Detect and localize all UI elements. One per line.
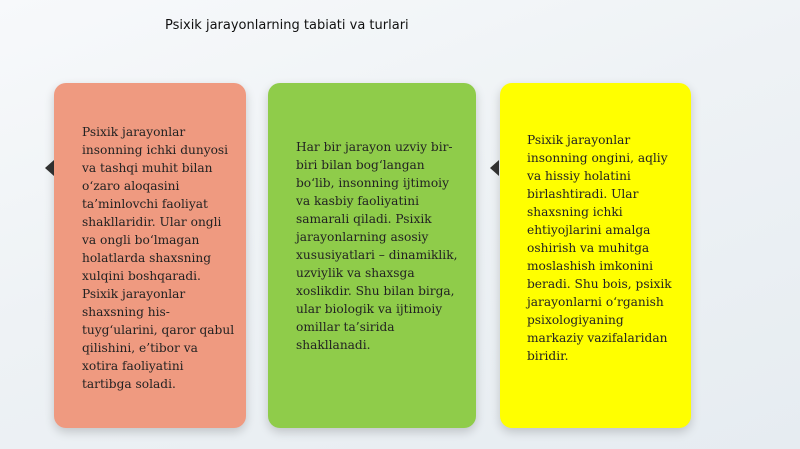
arrow-marker-right (490, 160, 499, 176)
card-salmon-text: Psixik jarayonlar insonning ichki dunyosi va tashqi muhit bilan o‘zaro aloqasini ta’minlovchi faoliyat shakllaridir. Ular ongli va ongli bo‘lmagan holatlarda shaxsning xulqini boshqaradi. Psixik jarayonlar shaxsning his-tuyg‘ularini, qaror qabul qilishini, e’tibor va xotira faoliyatini tartibga soladi. (82, 125, 235, 391)
card-green (268, 83, 476, 428)
card-salmon (54, 83, 246, 428)
card-yellow-text: Psixik jarayonlar insonning ongini, aqliy va hissiy holatini birlashtiradi. Ular shaxsning ichki ehtiyojlarini amalga oshirish va muhitga moslashish imkonini beradi. Shu bois, psixik jarayonlarni o‘rganish psixologiyaning markaziy vazifalaridan biridir. (527, 133, 672, 363)
card-green-text: Har bir jarayon uzviy bir-biri bilan bog‘langan bo‘lib, insonning ijtimoiy va kasbiy faoliyatini samarali qiladi. Psixik jarayonlarning asosiy xususiyatlari – dinamiklik, uzviylik va shaxsga xoslikdir. Shu bilan birga, ular biologik va ijtimoiy omillar ta’sirida shakllanadi. (296, 140, 458, 352)
card-yellow (500, 83, 691, 428)
slide-title: Psixik jarayonlarning tabiati va turlari (165, 18, 409, 33)
arrow-marker-left (45, 160, 54, 176)
